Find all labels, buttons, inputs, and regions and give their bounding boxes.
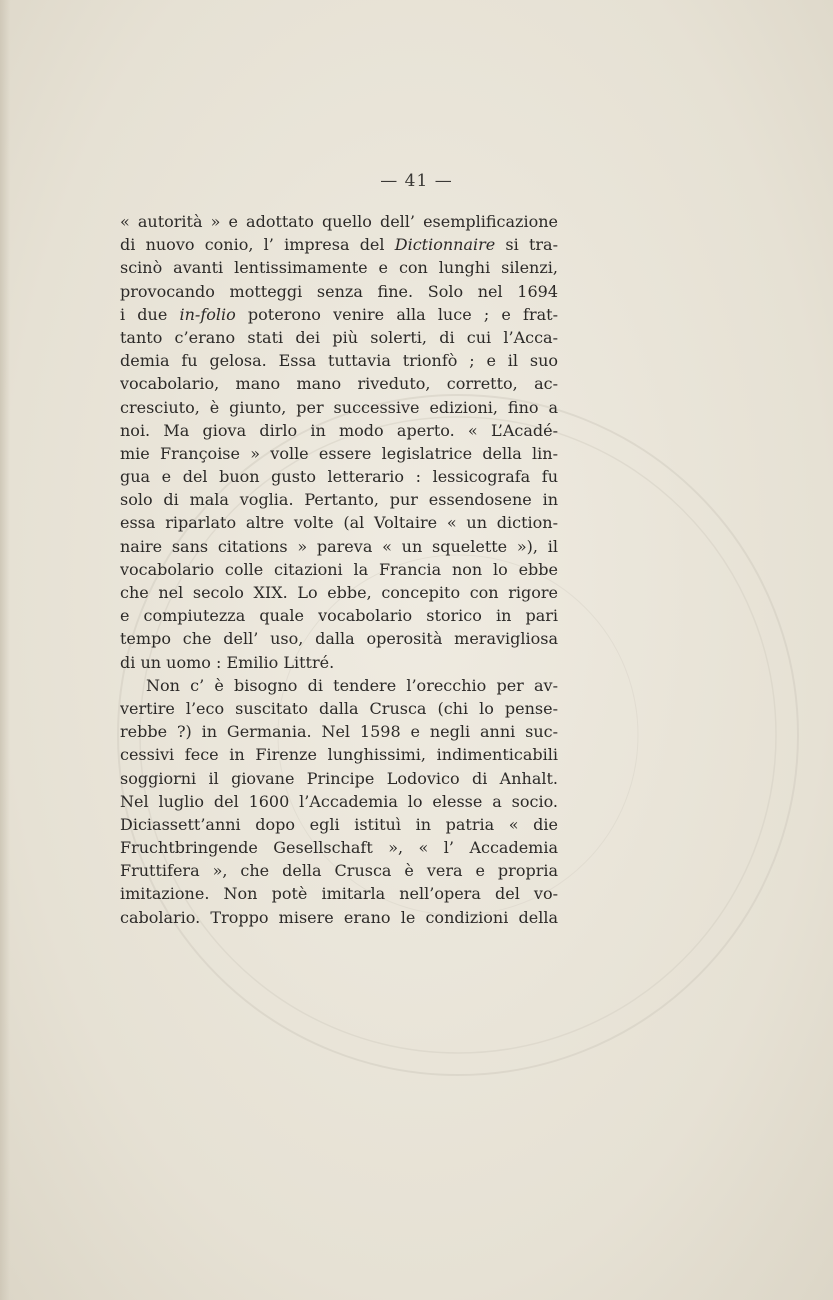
text-line: tempo che dell’ uso, dalla operosità meravigliosa — [120, 629, 558, 649]
text-line: cresciuto, è giunto, per successive edizioni, fino a — [120, 397, 558, 417]
italic-term: Dictionnaire — [394, 235, 496, 255]
text-line: vocabolario colle citazioni la Francia non lo ebbe — [120, 559, 558, 579]
text-line: che nel secolo XIX. Lo ebbe, concepito con rigore — [120, 583, 558, 602]
body-text — [120, 210, 558, 929]
text-line: Nel luglio del 1600 l’Accademia lo elesse a socio. — [120, 791, 558, 811]
text-line: essa riparlato altre volte (al Voltaire « un diction- — [120, 513, 558, 533]
text-line: i due in-folio poterono venire alla luce ; e frat- — [120, 304, 558, 324]
text-line: soggiorni il giovane Principe Lodovico di Anhalt. — [120, 768, 558, 788]
text-line: « autorità » e adottato quello dell’ esemplificazione — [120, 212, 558, 231]
italic-term: in-folio — [179, 304, 236, 324]
text-line: rebbe ?) in Germania. Nel 1598 e negli anni suc- — [120, 722, 558, 742]
text-line: noi. Ma giova dirlo in modo aperto. « L’Acadé- — [120, 420, 558, 440]
page-number: — 41 — — [380, 171, 453, 191]
text-line: Diciassett’anni dopo egli istituì in patria « die — [120, 814, 558, 834]
text-line: provocando motteggi senza fine. Solo nel 1694 — [120, 281, 558, 301]
text-line: naire sans citations » pareva « un squelette »), il — [120, 536, 558, 556]
text-line: cabolario. Troppo misere erano le condizioni della — [120, 907, 558, 927]
text-line: tanto c’erano stati dei più solerti, di cui l’Acca- — [120, 327, 558, 347]
text-line: mie Françoise » volle essere legislatrice della lin- — [120, 443, 558, 463]
text-line: di nuovo conio, l’ impresa del Dictionnaire si tra- — [120, 235, 558, 255]
text-line: Fruttifera », che della Crusca è vera e propria — [120, 861, 558, 881]
page-edge-shadow — [0, 0, 10, 1300]
text-line: Non c’ è bisogno di tendere l’orecchio per av- — [146, 675, 558, 695]
text-line: e compiutezza quale vocabolario storico in pari — [120, 606, 558, 626]
text-line: Fruchtbringende Gesellschaft », « l’ Accademia — [120, 838, 558, 858]
text-line: solo di mala voglia. Pertanto, pur essendosene in — [120, 490, 558, 510]
text-line: vertire l’eco suscitato dalla Crusca (chi lo pense- — [120, 698, 558, 718]
text-line: cessivi fece in Firenze lunghissimi, indimenticabili — [120, 745, 558, 765]
text-line: imitazione. Non potè imitarla nell’opera del vo- — [120, 884, 558, 904]
text-line: di un uomo : Emilio Littré. — [120, 652, 335, 672]
text-line: demia fu gelosa. Essa tuttavia trionfò ; e il suo — [120, 351, 558, 371]
text-line: gua e del buon gusto letterario : lessicografa fu — [120, 467, 558, 487]
text-line: vocabolario, mano mano riveduto, corretto, ac- — [120, 374, 558, 394]
text-line: scinò avanti lentissimamente e con lunghi silenzi, — [120, 258, 558, 278]
